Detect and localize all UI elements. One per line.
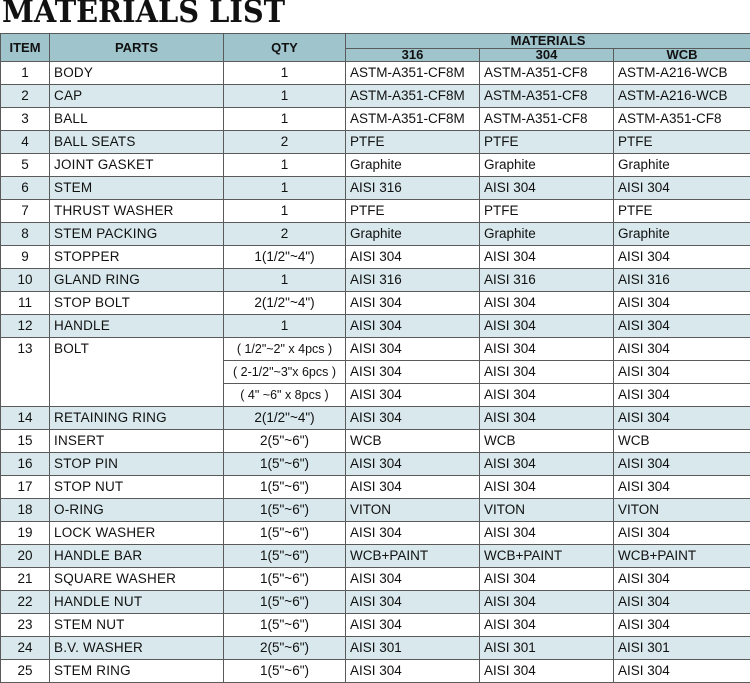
material-316: ASTM-A351-CF8M bbox=[346, 62, 480, 85]
material-304: AISI 304 bbox=[480, 522, 614, 545]
qty-cell: 1(5"~6") bbox=[224, 660, 346, 683]
part-name: THRUST WASHER bbox=[50, 200, 224, 223]
table-row bbox=[1, 223, 750, 246]
item-number: 25 bbox=[1, 660, 50, 683]
material-316: AISI 304 bbox=[346, 568, 480, 591]
material-wcb: ASTM-A351-CF8 bbox=[614, 108, 750, 131]
material-304: AISI 304 bbox=[480, 292, 614, 315]
material-304: ASTM-A351-CF8 bbox=[480, 62, 614, 85]
material-wcb: ASTM-A216-WCB bbox=[614, 62, 750, 85]
material-304: AISI 304 bbox=[480, 338, 614, 361]
part-name: BOLT bbox=[50, 338, 224, 407]
item-number: 9 bbox=[1, 246, 50, 269]
qty-cell: 1 bbox=[224, 315, 346, 338]
material-304: PTFE bbox=[480, 131, 614, 154]
table-row bbox=[1, 315, 750, 338]
part-name: JOINT GASKET bbox=[50, 154, 224, 177]
qty-cell: 1 bbox=[224, 85, 346, 108]
item-number: 21 bbox=[1, 568, 50, 591]
material-316: AISI 304 bbox=[346, 361, 480, 384]
material-wcb: AISI 304 bbox=[614, 384, 750, 407]
material-316: Graphite bbox=[346, 154, 480, 177]
material-316: AISI 304 bbox=[346, 384, 480, 407]
table-row bbox=[1, 292, 750, 315]
page-title: MATERIALS LIST bbox=[2, 0, 285, 30]
material-304: ASTM-A351-CF8 bbox=[480, 85, 614, 108]
material-316: PTFE bbox=[346, 131, 480, 154]
material-316: ASTM-A351-CF8M bbox=[346, 85, 480, 108]
item-number: 12 bbox=[1, 315, 50, 338]
table-row bbox=[1, 453, 750, 476]
material-304: ASTM-A351-CF8 bbox=[480, 108, 614, 131]
qty-cell: 2(5"~6") bbox=[224, 637, 346, 660]
part-name: BALL bbox=[50, 108, 224, 131]
item-number: 7 bbox=[1, 200, 50, 223]
material-304: AISI 304 bbox=[480, 591, 614, 614]
material-wcb: AISI 304 bbox=[614, 246, 750, 269]
material-304: AISI 304 bbox=[480, 246, 614, 269]
qty-cell: ( 2-1/2"~3"x 6pcs ) bbox=[224, 361, 346, 384]
part-name: CAP bbox=[50, 85, 224, 108]
item-number: 18 bbox=[1, 499, 50, 522]
table-row bbox=[1, 85, 750, 108]
material-304: PTFE bbox=[480, 200, 614, 223]
item-number: 24 bbox=[1, 637, 50, 660]
item-number: 5 bbox=[1, 154, 50, 177]
item-number: 11 bbox=[1, 292, 50, 315]
material-wcb: AISI 304 bbox=[614, 614, 750, 637]
item-number: 4 bbox=[1, 131, 50, 154]
qty-cell: 1(5"~6") bbox=[224, 591, 346, 614]
table-row bbox=[1, 637, 750, 660]
material-304: AISI 301 bbox=[480, 637, 614, 660]
table-header bbox=[1, 34, 750, 62]
qty-cell: 1 bbox=[224, 269, 346, 292]
material-wcb: AISI 304 bbox=[614, 522, 750, 545]
header-grade-wcb: WCB bbox=[614, 49, 750, 62]
material-wcb: Graphite bbox=[614, 223, 750, 246]
table-row bbox=[1, 522, 750, 545]
material-316: ASTM-A351-CF8M bbox=[346, 108, 480, 131]
item-number: 17 bbox=[1, 476, 50, 499]
material-wcb: AISI 304 bbox=[614, 177, 750, 200]
material-304: AISI 304 bbox=[480, 361, 614, 384]
item-number: 8 bbox=[1, 223, 50, 246]
header-grade-316: 316 bbox=[346, 49, 480, 62]
table-row bbox=[1, 499, 750, 522]
table-row bbox=[1, 545, 750, 568]
material-316: AISI 304 bbox=[346, 476, 480, 499]
material-wcb: AISI 301 bbox=[614, 637, 750, 660]
material-316: WCB+PAINT bbox=[346, 545, 480, 568]
material-wcb: PTFE bbox=[614, 131, 750, 154]
qty-cell: 1 bbox=[224, 200, 346, 223]
part-name: BALL SEATS bbox=[50, 131, 224, 154]
table-row bbox=[1, 591, 750, 614]
material-304: VITON bbox=[480, 499, 614, 522]
material-wcb: AISI 304 bbox=[614, 453, 750, 476]
material-wcb: AISI 304 bbox=[614, 660, 750, 683]
item-number: 3 bbox=[1, 108, 50, 131]
material-wcb: AISI 304 bbox=[614, 292, 750, 315]
qty-cell: 1(5"~6") bbox=[224, 476, 346, 499]
table-row bbox=[1, 177, 750, 200]
material-316: AISI 301 bbox=[346, 637, 480, 660]
header-qty: QTY bbox=[224, 34, 346, 62]
material-316: AISI 304 bbox=[346, 315, 480, 338]
material-304: AISI 304 bbox=[480, 614, 614, 637]
table-row bbox=[1, 154, 750, 177]
part-name: BODY bbox=[50, 62, 224, 85]
material-wcb: AISI 304 bbox=[614, 338, 750, 361]
part-name: HANDLE bbox=[50, 315, 224, 338]
material-316: AISI 304 bbox=[346, 292, 480, 315]
qty-cell: ( 4" ~6" x 8pcs ) bbox=[224, 384, 346, 407]
qty-cell: 1(5"~6") bbox=[224, 499, 346, 522]
qty-cell: 1(5"~6") bbox=[224, 614, 346, 637]
part-name: RETAINING RING bbox=[50, 407, 224, 430]
part-name: STOP PIN bbox=[50, 453, 224, 476]
material-304: AISI 304 bbox=[480, 315, 614, 338]
qty-cell: 1(1/2"~4") bbox=[224, 246, 346, 269]
header-parts: PARTS bbox=[50, 34, 224, 62]
table-row bbox=[1, 338, 750, 361]
header-item: ITEM bbox=[1, 34, 50, 62]
part-name: STEM NUT bbox=[50, 614, 224, 637]
table-body-bolt bbox=[1, 338, 750, 407]
qty-cell: 1 bbox=[224, 177, 346, 200]
materials-table bbox=[0, 33, 750, 683]
material-316: AISI 316 bbox=[346, 177, 480, 200]
item-number: 20 bbox=[1, 545, 50, 568]
item-number: 16 bbox=[1, 453, 50, 476]
part-name: STEM PACKING bbox=[50, 223, 224, 246]
qty-cell: 1(5"~6") bbox=[224, 568, 346, 591]
item-number: 22 bbox=[1, 591, 50, 614]
item-number: 19 bbox=[1, 522, 50, 545]
material-304: Graphite bbox=[480, 154, 614, 177]
material-304: AISI 304 bbox=[480, 568, 614, 591]
table-row bbox=[1, 430, 750, 453]
item-number: 23 bbox=[1, 614, 50, 637]
material-316: WCB bbox=[346, 430, 480, 453]
table-row bbox=[1, 269, 750, 292]
material-316: AISI 304 bbox=[346, 591, 480, 614]
material-wcb: VITON bbox=[614, 499, 750, 522]
table-row bbox=[1, 614, 750, 637]
part-name: HANDLE NUT bbox=[50, 591, 224, 614]
material-304: AISI 304 bbox=[480, 660, 614, 683]
material-316: AISI 316 bbox=[346, 269, 480, 292]
item-number: 15 bbox=[1, 430, 50, 453]
material-316: AISI 304 bbox=[346, 246, 480, 269]
material-304: AISI 304 bbox=[480, 177, 614, 200]
material-304: AISI 304 bbox=[480, 476, 614, 499]
material-304: AISI 304 bbox=[480, 407, 614, 430]
item-number: 6 bbox=[1, 177, 50, 200]
table-row bbox=[1, 62, 750, 85]
table-row bbox=[1, 660, 750, 683]
part-name: LOCK WASHER bbox=[50, 522, 224, 545]
material-wcb: AISI 304 bbox=[614, 568, 750, 591]
material-304: WCB+PAINT bbox=[480, 545, 614, 568]
material-wcb: AISI 304 bbox=[614, 361, 750, 384]
part-name: O-RING bbox=[50, 499, 224, 522]
material-316: PTFE bbox=[346, 200, 480, 223]
item-number: 1 bbox=[1, 62, 50, 85]
table-body-top bbox=[1, 62, 750, 338]
item-number: 2 bbox=[1, 85, 50, 108]
part-name: STOPPER bbox=[50, 246, 224, 269]
part-name: INSERT bbox=[50, 430, 224, 453]
part-name: STEM bbox=[50, 177, 224, 200]
material-304: AISI 316 bbox=[480, 269, 614, 292]
material-304: AISI 304 bbox=[480, 453, 614, 476]
table-row bbox=[1, 200, 750, 223]
material-304: AISI 304 bbox=[480, 384, 614, 407]
material-wcb: AISI 304 bbox=[614, 591, 750, 614]
part-name: STOP BOLT bbox=[50, 292, 224, 315]
material-wcb: AISI 304 bbox=[614, 476, 750, 499]
qty-cell: 1(5"~6") bbox=[224, 522, 346, 545]
material-316: AISI 304 bbox=[346, 338, 480, 361]
material-316: AISI 304 bbox=[346, 660, 480, 683]
table-row bbox=[1, 568, 750, 591]
material-304: Graphite bbox=[480, 223, 614, 246]
table-row bbox=[1, 407, 750, 430]
material-316: AISI 304 bbox=[346, 453, 480, 476]
material-304: WCB bbox=[480, 430, 614, 453]
material-wcb: WCB bbox=[614, 430, 750, 453]
material-wcb: AISI 316 bbox=[614, 269, 750, 292]
material-wcb: AISI 304 bbox=[614, 407, 750, 430]
item-number: 13 bbox=[1, 338, 50, 407]
qty-cell: 2 bbox=[224, 131, 346, 154]
item-number: 14 bbox=[1, 407, 50, 430]
material-316: VITON bbox=[346, 499, 480, 522]
table-row bbox=[1, 131, 750, 154]
part-name: GLAND RING bbox=[50, 269, 224, 292]
qty-cell: 1(5"~6") bbox=[224, 545, 346, 568]
part-name: SQUARE WASHER bbox=[50, 568, 224, 591]
qty-cell: ( 1/2"~2" x 4pcs ) bbox=[224, 338, 346, 361]
qty-cell: 1 bbox=[224, 62, 346, 85]
material-316: Graphite bbox=[346, 223, 480, 246]
header-materials: MATERIALS bbox=[346, 34, 750, 49]
qty-cell: 2(1/2"~4") bbox=[224, 407, 346, 430]
qty-cell: 1(5"~6") bbox=[224, 453, 346, 476]
item-number: 10 bbox=[1, 269, 50, 292]
qty-cell: 1 bbox=[224, 108, 346, 131]
qty-cell: 2(5"~6") bbox=[224, 430, 346, 453]
table-body-bottom bbox=[1, 407, 750, 683]
material-316: AISI 304 bbox=[346, 522, 480, 545]
material-316: AISI 304 bbox=[346, 614, 480, 637]
qty-cell: 2(1/2"~4") bbox=[224, 292, 346, 315]
material-wcb: AISI 304 bbox=[614, 315, 750, 338]
table-row bbox=[1, 246, 750, 269]
material-wcb: PTFE bbox=[614, 200, 750, 223]
header-grade-304: 304 bbox=[480, 49, 614, 62]
material-316: AISI 304 bbox=[346, 407, 480, 430]
part-name: STEM RING bbox=[50, 660, 224, 683]
qty-cell: 2 bbox=[224, 223, 346, 246]
part-name: B.V. WASHER bbox=[50, 637, 224, 660]
qty-cell: 1 bbox=[224, 154, 346, 177]
material-wcb: WCB+PAINT bbox=[614, 545, 750, 568]
material-wcb: ASTM-A216-WCB bbox=[614, 85, 750, 108]
material-wcb: Graphite bbox=[614, 154, 750, 177]
table-row bbox=[1, 108, 750, 131]
part-name: HANDLE BAR bbox=[50, 545, 224, 568]
part-name: STOP NUT bbox=[50, 476, 224, 499]
table-row bbox=[1, 476, 750, 499]
